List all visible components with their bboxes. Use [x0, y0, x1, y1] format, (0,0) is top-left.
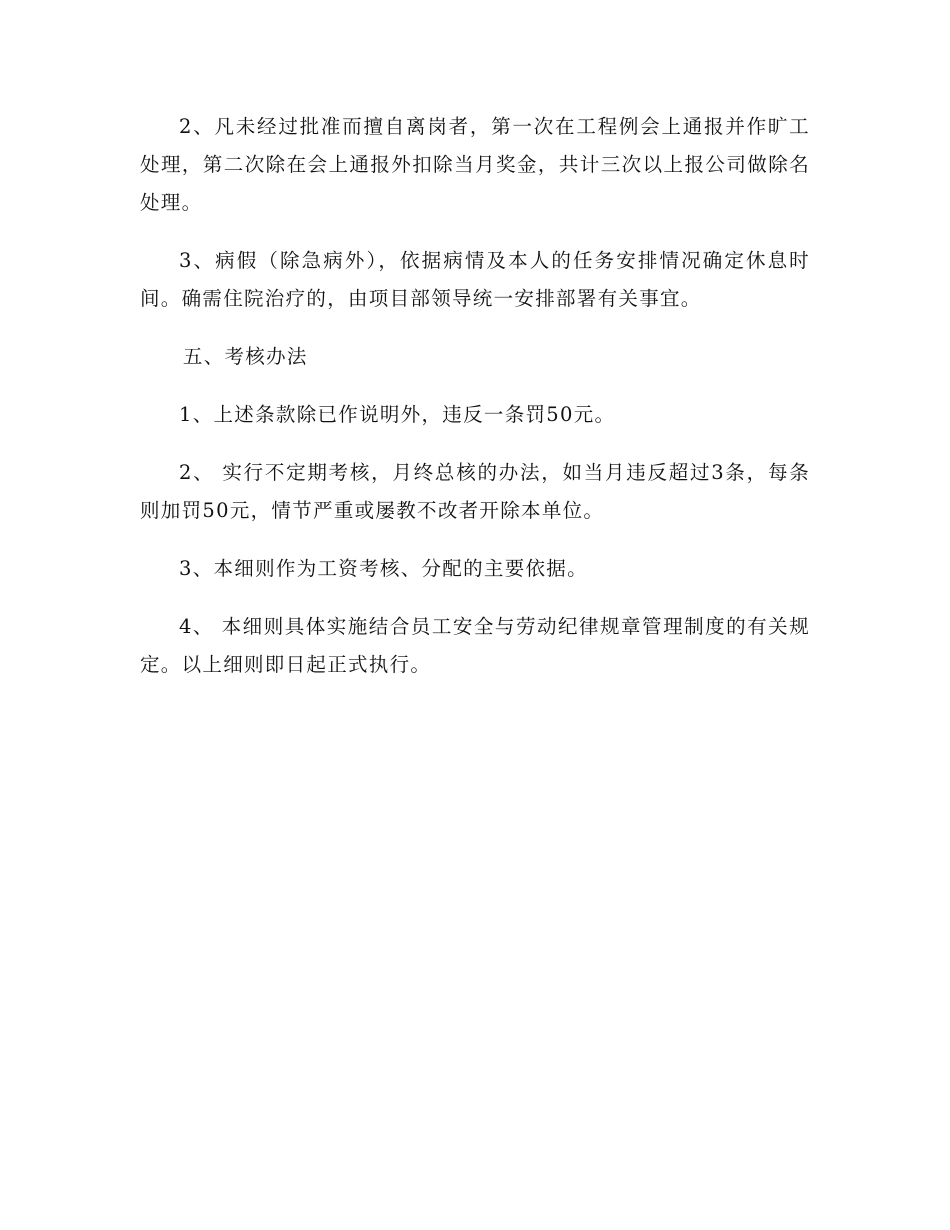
document-body — [140, 108, 810, 684]
section-heading-assessment: 五、考核办法 — [182, 345, 308, 368]
paragraph-implementation: 4、 本细则具体实施结合员工安全与劳动纪律规章管理制度的有关规定。以上细则即日起正式执行。 — [140, 615, 810, 676]
paragraph-salary-basis: 3、本细则作为工资考核、分配的主要依据。 — [179, 557, 588, 580]
paragraph-unauthorized-absence: 2、凡未经过批准而擅自离岗者，第一次在工程例会上通报并作旷工处理，第二次除在会上通报外扣除当月奖金，共计三次以上报公司做除名处理。 — [140, 115, 810, 214]
paragraph-sick-leave: 3、病假（除急病外），依据病情及本人的任务安排情况确定休息时间。确需住院治疗的，由项目部领导统一安排部署有关事宜。 — [140, 249, 810, 310]
paragraph-penalty-rule: 1、上述条款除已作说明外，违反一条罚50元。 — [179, 403, 616, 426]
paragraph-irregular-assessment: 2、 实行不定期考核，月终总核的办法，如当月违反超过3条，每条则加罚50元，情节严重或屡教不改者开除本单位。 — [140, 461, 810, 522]
